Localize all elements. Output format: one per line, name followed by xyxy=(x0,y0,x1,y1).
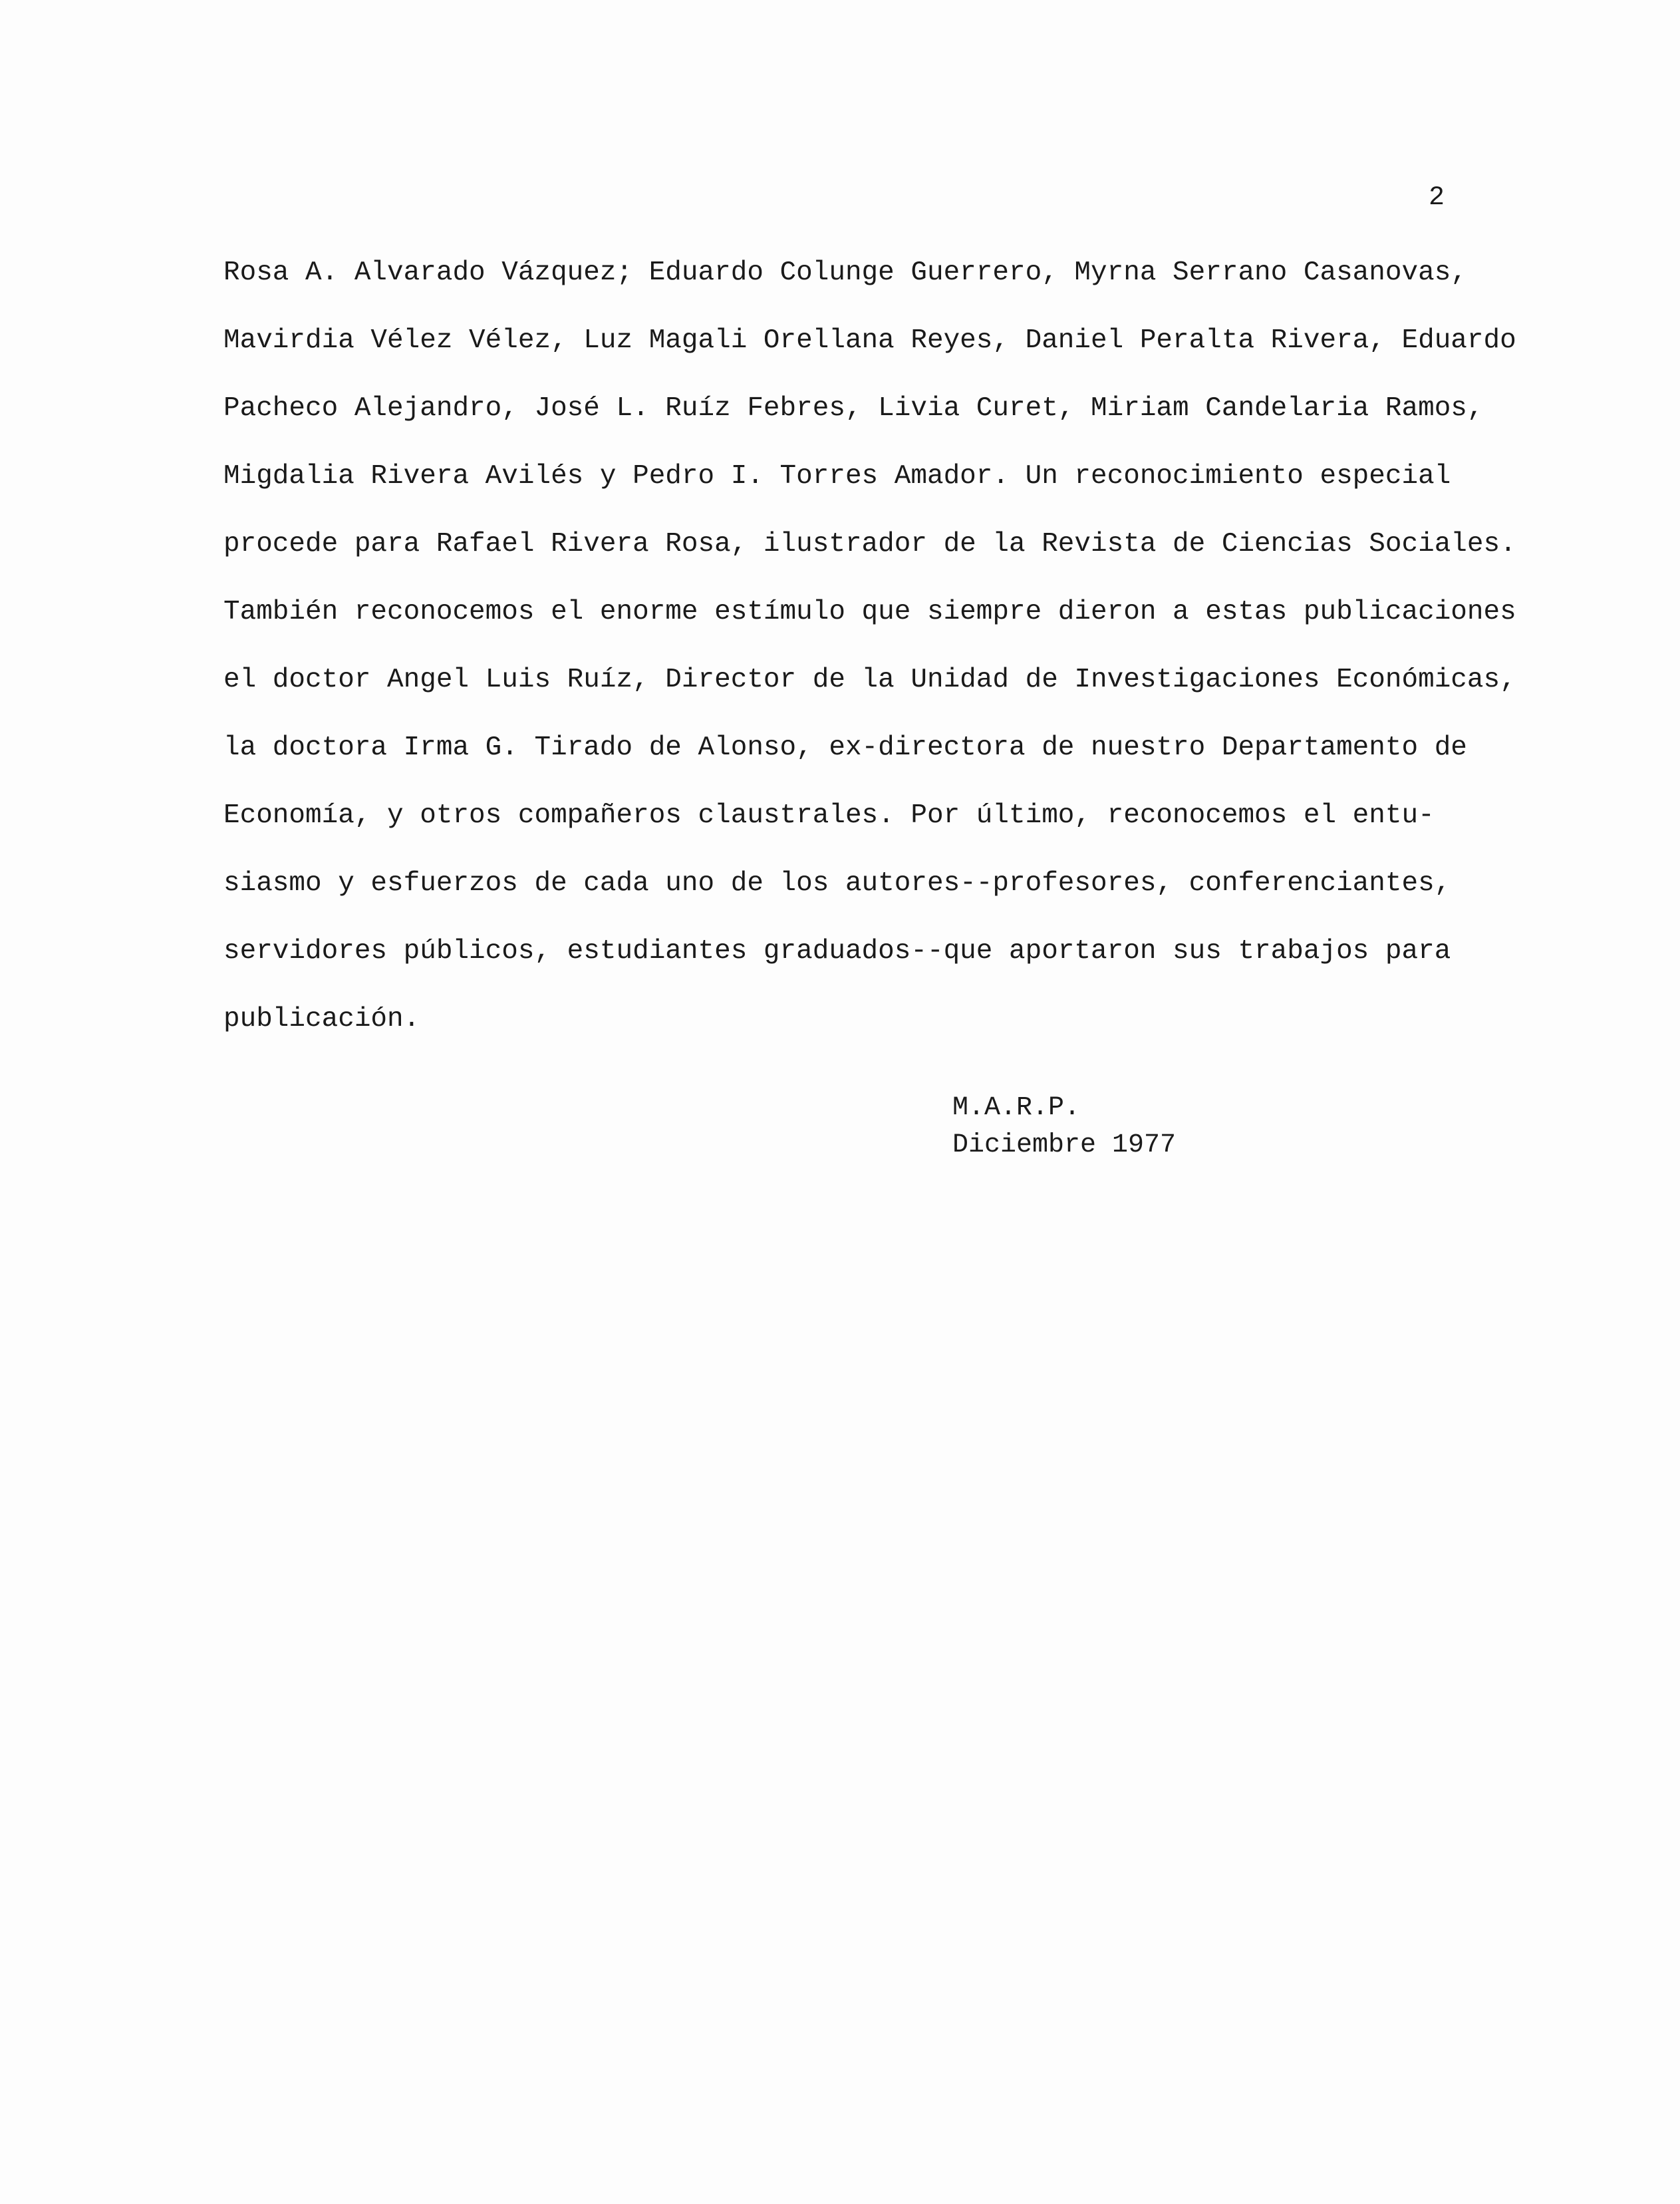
page-number: 2 xyxy=(1429,183,1445,213)
paragraph-line: servidores públicos, estudiantes graduados--que aportaron sus trabajos para xyxy=(223,936,1451,967)
paragraph-line: Migdalia Rivera Avilés y Pedro I. Torres Amador. Un reconocimiento especial xyxy=(223,461,1451,492)
paragraph-line: el doctor Angel Luis Ruíz, Director de la Unidad de Investigaciones Económicas, xyxy=(223,665,1516,695)
paragraph-line: publicación. xyxy=(223,1004,420,1034)
signature-date: Diciembre 1977 xyxy=(952,1130,1177,1160)
author-initials: M.A.R.P. xyxy=(952,1093,1081,1123)
paragraph-line: Pacheco Alejandro, José L. Ruíz Febres, Livia Curet, Miriam Candelaria Ramos, xyxy=(223,393,1484,424)
paragraph-line: siasmo y esfuerzos de cada uno de los autores--profesores, conferenciantes, xyxy=(223,868,1451,899)
paragraph-line: procede para Rafael Rivera Rosa, ilustrador de la Revista de Ciencias Sociales. xyxy=(223,529,1516,559)
paragraph-line: la doctora Irma G. Tirado de Alonso, ex-directora de nuestro Departamento de xyxy=(223,732,1467,763)
signature-block xyxy=(952,1091,1176,1166)
paragraph-line: También reconocemos el enorme estímulo que siempre dieron a estas publicaciones xyxy=(223,597,1516,627)
paragraph-line: Mavirdia Vélez Vélez, Luz Magali Orellana Reyes, Daniel Peralta Rivera, Eduardo xyxy=(223,325,1516,356)
acknowledgments-paragraph xyxy=(223,255,1516,1070)
paragraph-line: Economía, y otros compañeros claustrales. Por último, reconocemos el entu- xyxy=(223,800,1435,831)
paragraph-line: Rosa A. Alvarado Vázquez; Eduardo Colunge Guerrero, Myrna Serrano Casanovas, xyxy=(223,257,1467,288)
